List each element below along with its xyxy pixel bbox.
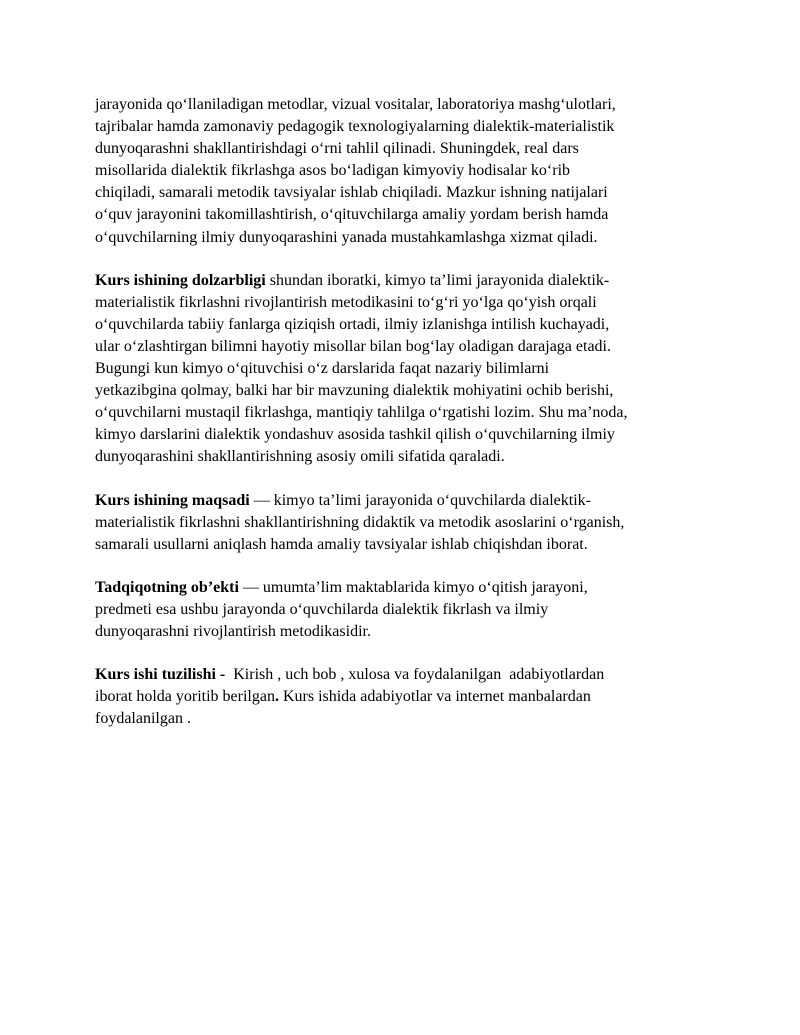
body-text: Bugungi kun kimyo o‘qituvchisi o‘z darslarida faqat nazariy bilimlarni <box>95 360 550 378</box>
text-line <box>95 270 715 292</box>
body-text: shundan iboratki, kimyo ta’limi jarayonida dialektik- <box>265 271 610 289</box>
text-line <box>95 358 715 380</box>
text-line <box>95 621 715 643</box>
document-page <box>95 94 715 751</box>
body-text: o‘quvchilarning ilmiy dunyoqarashini yanada mustahkamlashga xizmat qiladi. <box>95 228 598 246</box>
body-text: ular o‘zlashtirgan bilimni hayotiy misollar bilan bog‘lay oladigan darajaga etadi. <box>95 337 611 355</box>
body-text: tajribalar hamda zamonaviy pedagogik texnologiyalarning dialektik-materialistik <box>95 118 615 136</box>
text-line <box>95 314 715 336</box>
body-text: o‘quv jarayonini takomillashtirish, o‘qituvchilarga amaliy yordam berish hamda <box>95 206 609 224</box>
body-text: predmeti esa ushbu jarayonda o‘quvchilarda dialektik fikrlash va ilmiy <box>95 600 549 618</box>
body-text: dunyoqarashni rivojlantirish metodikasidir. <box>95 622 371 640</box>
body-text: samarali usullarni aniqlash hamda amaliy tavsiyalar ishlab chiqishdan iborat. <box>95 535 588 553</box>
text-line <box>95 446 715 468</box>
body-text: Kurs ishida adabiyotlar va internet manbalardan <box>278 688 591 706</box>
bold-heading-text: Kurs ishi tuzilishi - <box>95 666 226 684</box>
bold-heading-text: Kurs ishining maqsadi <box>95 491 250 509</box>
text-line <box>95 599 715 621</box>
text-line <box>95 227 715 249</box>
body-text: foydalanilgan . <box>95 710 191 728</box>
text-line <box>95 116 715 138</box>
body-text: — umumta’lim maktablarida kimyo o‘qitish jarayoni, <box>238 578 588 596</box>
text-line <box>95 204 715 226</box>
bold-heading-text: Tadqiqotning ob’ekti <box>95 578 239 596</box>
text-line <box>95 577 715 599</box>
body-text: iborat holda yoritib berilgan <box>95 688 275 706</box>
text-line <box>95 534 715 556</box>
body-text: chiqiladi, samarali metodik tavsiyalar ishlab chiqiladi. Mazkur ishning natijalari <box>95 184 608 202</box>
paragraph <box>95 664 715 730</box>
text-line <box>95 490 715 512</box>
body-text: dunyoqarashni shakllantirishdagi o‘rni tahlil qilinadi. Shuningdek, real dars <box>95 140 579 158</box>
body-text: misollarida dialektik fikrlashga asos bo‘ladigan kimyoviy hodisalar ko‘rib <box>95 162 571 180</box>
body-text: dunyoqarashini shakllantirishning asosiy omili sifatida qaraladi. <box>95 448 505 466</box>
paragraph <box>95 490 715 556</box>
text-line <box>95 664 715 686</box>
text-line <box>95 292 715 314</box>
body-text: materialistik fikrlashni rivojlantirish metodikasini to‘g‘ri yo‘lga qo‘yish orqali <box>95 293 597 311</box>
text-line <box>95 160 715 182</box>
text-line <box>95 182 715 204</box>
text-line <box>95 94 715 116</box>
body-text: kimyo darslarini dialektik yondashuv asosida tashkil qilish o‘quvchilarning ilmiy <box>95 426 615 444</box>
body-text: o‘quvchilarda tabiiy fanlarga qiziqish ortadi, ilmiy izlanishga intilish kuchayadi, <box>95 315 610 333</box>
body-text: jarayonida qo‘llaniladigan metodlar, vizual vositalar, laboratoriya mashg‘ulotlari, <box>95 96 616 113</box>
body-text: Kirish , uch bob , xulosa va foydalanilgan adabiyotlardan <box>225 666 605 684</box>
bold-heading-text: . <box>274 688 279 706</box>
text-line <box>95 138 715 160</box>
body-text: yetkazibgina qolmay, balki har bir mavzuning dialektik mohiyatini ochib berishi, <box>95 382 614 400</box>
text-line <box>95 708 715 730</box>
paragraph <box>95 577 715 643</box>
paragraph <box>95 94 715 249</box>
bold-heading-text: Kurs ishining dolzarbligi <box>95 271 266 289</box>
text-line <box>95 686 715 708</box>
paragraph <box>95 270 715 469</box>
text-line <box>95 336 715 358</box>
text-line <box>95 512 715 534</box>
text-line <box>95 380 715 402</box>
text-line <box>95 402 715 424</box>
body-text: — kimyo ta’limi jarayonida o‘quvchilarda dialektik- <box>249 491 591 509</box>
body-text: o‘quvchilarni mustaqil fikrlashga, mantiqiy tahlilga o‘rgatishi lozim. Shu ma’noda, <box>95 404 628 422</box>
text-line <box>95 424 715 446</box>
body-text: materialistik fikrlashni shakllantirishning didaktik va metodik asoslarini o‘rganish, <box>95 513 625 531</box>
